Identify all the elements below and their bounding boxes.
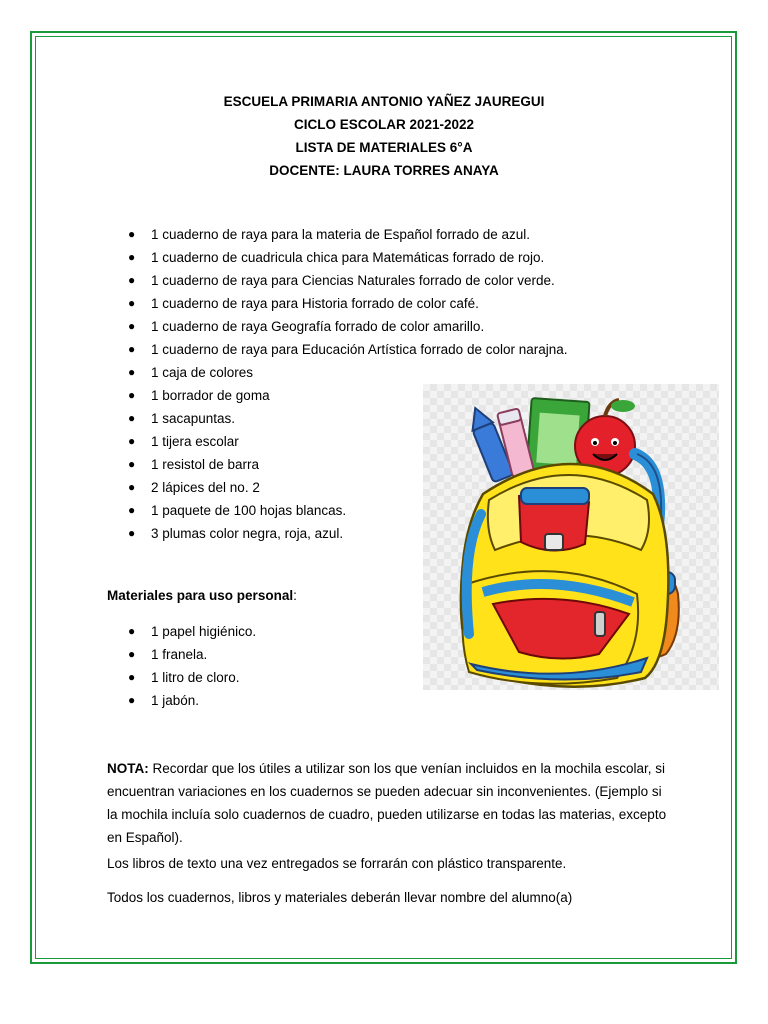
list-item-text: 1 sacapuntas. xyxy=(151,411,236,426)
list-item-text: 1 papel higiénico. xyxy=(151,624,257,639)
list-item xyxy=(128,338,568,361)
books-paragraph: Los libros de texto una vez entregados se forrarán con plástico transparente. xyxy=(107,856,567,871)
list-item xyxy=(128,269,568,292)
list-item-text: 2 lápices del no. 2 xyxy=(151,480,260,495)
bullet-icon: ● xyxy=(128,457,136,471)
bullet-icon: ● xyxy=(128,365,136,379)
bullet-icon: ● xyxy=(128,480,136,494)
list-item xyxy=(128,689,256,712)
bullet-icon: ● xyxy=(128,227,136,241)
bullet-icon: ● xyxy=(128,250,136,264)
bullet-icon: ● xyxy=(128,411,136,425)
list-title: LISTA DE MATERIALES 6°A xyxy=(295,140,473,155)
personal-materials-heading: Materiales para uso personal: xyxy=(107,588,297,603)
list-item xyxy=(128,223,568,246)
document-header xyxy=(0,90,768,182)
list-item-text: 1 cuaderno de raya para Ciencias Naturales forrado de color verde. xyxy=(151,273,555,288)
list-item-text: 3 plumas color negra, roja, azul. xyxy=(151,526,344,541)
list-item-text: 1 cuaderno de raya para Educación Artística forrado de color narajna. xyxy=(151,342,568,357)
list-item-text: 1 cuaderno de cuadricula chica para Matemáticas forrado de rojo. xyxy=(151,250,545,265)
note-text: Recordar que los útiles a utilizar son los que venían incluidos en la mochila escolar, si encuentran variaciones en los cuadernos se pueden adecuar sin inconvenientes. (Ejemplo si la mochila incluía solo cuadernos de cuadro, pueden utilizarse en todas las materias, excepto en Español). xyxy=(107,761,667,845)
bullet-icon: ● xyxy=(128,319,136,333)
bullet-icon: ● xyxy=(128,273,136,287)
personal-materials-list xyxy=(128,620,256,712)
school-name: ESCUELA PRIMARIA ANTONIO YAÑEZ JAUREGUI xyxy=(223,94,545,109)
list-item-text: 1 borrador de goma xyxy=(151,388,270,403)
list-item-text: 1 resistol de barra xyxy=(151,457,260,472)
list-item-text: 1 cuaderno de raya para la materia de Español forrado de azul. xyxy=(151,227,530,242)
school-cycle: CICLO ESCOLAR 2021-2022 xyxy=(293,117,475,132)
bullet-icon: ● xyxy=(128,342,136,356)
list-item-text: 1 jabón. xyxy=(151,693,200,708)
list-item-text: 1 franela. xyxy=(151,647,208,662)
bullet-icon: ● xyxy=(128,647,136,661)
bullet-icon: ● xyxy=(128,503,136,517)
note-label: NOTA: xyxy=(107,761,149,776)
teacher-name: DOCENTE: LAURA TORRES ANAYA xyxy=(269,163,499,178)
list-item xyxy=(128,620,256,643)
list-item-text: 1 cuaderno de raya Geografía forrado de color amarillo. xyxy=(151,319,485,334)
list-item xyxy=(128,666,256,689)
list-item xyxy=(128,315,568,338)
backpack-illustration xyxy=(423,384,719,690)
list-item xyxy=(128,361,568,384)
bullet-icon: ● xyxy=(128,434,136,448)
names-paragraph: Todos los cuadernos, libros y materiales deberán llevar nombre del alumno(a) xyxy=(107,890,573,905)
backpack-icon xyxy=(423,384,719,690)
note-paragraph xyxy=(107,757,667,849)
list-item-text: 1 cuaderno de raya para Historia forrado de color café. xyxy=(151,296,479,311)
bullet-icon: ● xyxy=(128,526,136,540)
bullet-icon: ● xyxy=(128,388,136,402)
list-item-text: 1 tijera escolar xyxy=(151,434,239,449)
list-item-text: 1 caja de colores xyxy=(151,365,254,380)
list-item-text: 1 litro de cloro. xyxy=(151,670,240,685)
list-item-text: 1 paquete de 100 hojas blancas. xyxy=(151,503,347,518)
bullet-icon: ● xyxy=(128,693,136,707)
list-item xyxy=(128,246,568,269)
list-item xyxy=(128,643,256,666)
bullet-icon: ● xyxy=(128,624,136,638)
list-item xyxy=(128,292,568,315)
bullet-icon: ● xyxy=(128,670,136,684)
bullet-icon: ● xyxy=(128,296,136,310)
